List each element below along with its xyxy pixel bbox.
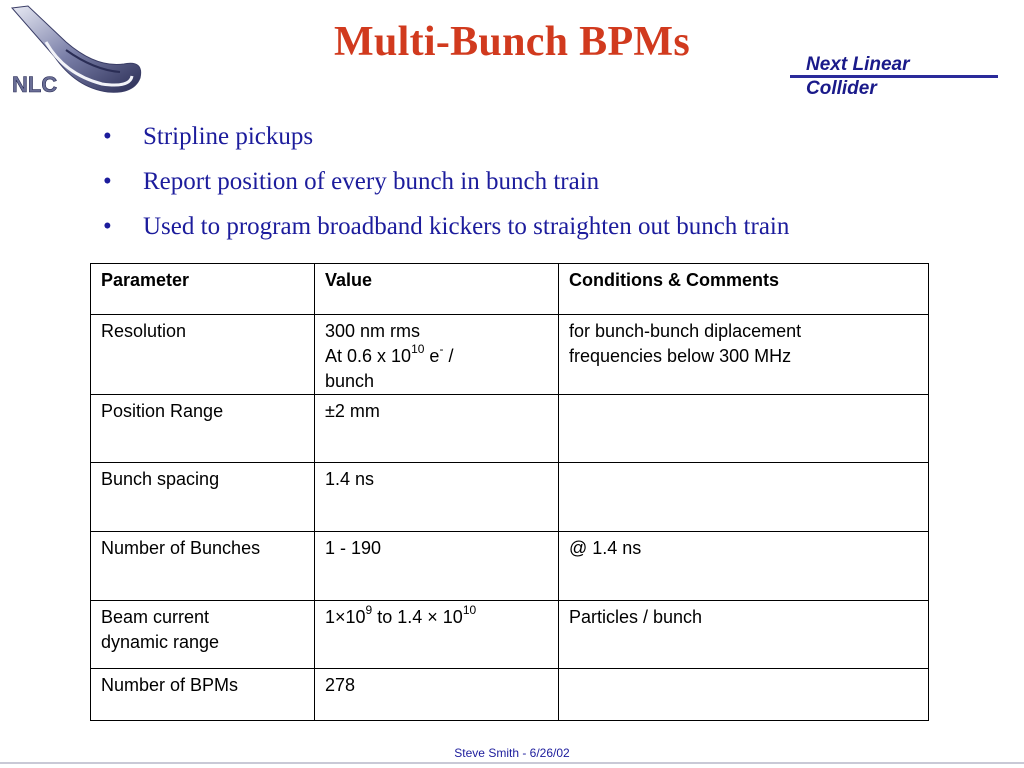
- bullet-text: Used to program broadband kickers to straighten out bunch train: [143, 213, 790, 240]
- bullet-dot-icon: •: [103, 168, 112, 195]
- cell-value: 278: [315, 669, 559, 721]
- header-value: Value: [315, 264, 559, 315]
- cell-comment: for bunch-bunch diplacement frequencies below 300 MHz: [559, 315, 929, 395]
- parameter-table: [90, 263, 929, 721]
- header-rule: [790, 75, 998, 78]
- cell-parameter: Beam current dynamic range: [91, 601, 315, 669]
- bullet-dot-icon: •: [103, 213, 112, 240]
- bullet-item: [103, 120, 789, 165]
- cell-value: ±2 mm: [315, 395, 559, 463]
- cell-parameter: Bunch spacing: [91, 463, 315, 532]
- value-line: bunch: [325, 371, 375, 391]
- subtitle-line2: Collider: [806, 78, 877, 99]
- cell-parameter: Position Range: [91, 395, 315, 463]
- table-row: [91, 463, 929, 532]
- table-header-row: [91, 264, 929, 315]
- cell-comment: [559, 669, 929, 721]
- cell-value: [315, 315, 559, 395]
- cell-parameter: Number of BPMs: [91, 669, 315, 721]
- header-parameter: Parameter: [91, 264, 315, 315]
- footer-rule: [0, 762, 1024, 764]
- table-row: [91, 601, 929, 669]
- page-title: Multi-Bunch BPMs: [334, 19, 690, 65]
- cell-value: $1\times 10^9$ to $1.4 \times 10^{10}$: [315, 601, 559, 669]
- table-row: [91, 395, 929, 463]
- cell-comment: Particles / bunch: [559, 601, 929, 669]
- logo-text: NLC: [12, 72, 58, 97]
- value-line: 300 nm rms: [325, 321, 421, 341]
- cell-comment: [559, 395, 929, 463]
- table-row: [91, 532, 929, 601]
- table-row: [91, 315, 929, 395]
- bullet-list: [103, 120, 789, 255]
- bullet-text: Report position of every bunch in bunch train: [143, 168, 600, 195]
- cell-value: 1.4 ns: [315, 463, 559, 532]
- value-line: At 0.6 x $10^{10}$ e- /: [325, 342, 454, 366]
- header-comments: Conditions & Comments: [559, 264, 929, 315]
- subtitle-line1: Next Linear: [806, 54, 910, 75]
- bullet-item: [103, 165, 789, 210]
- cell-comment: [559, 463, 929, 532]
- bullet-dot-icon: •: [103, 123, 112, 150]
- cell-comment: @ 1.4 ns: [559, 532, 929, 601]
- cell-parameter: Resolution: [91, 315, 315, 395]
- cell-parameter: Number of Bunches: [91, 532, 315, 601]
- cell-value: 1 - 190: [315, 532, 559, 601]
- bullet-text: Stripline pickups: [143, 123, 314, 150]
- footer-author-date: Steve Smith - 6/26/02: [454, 746, 570, 760]
- bullet-item: [103, 210, 789, 255]
- table-row: [91, 669, 929, 721]
